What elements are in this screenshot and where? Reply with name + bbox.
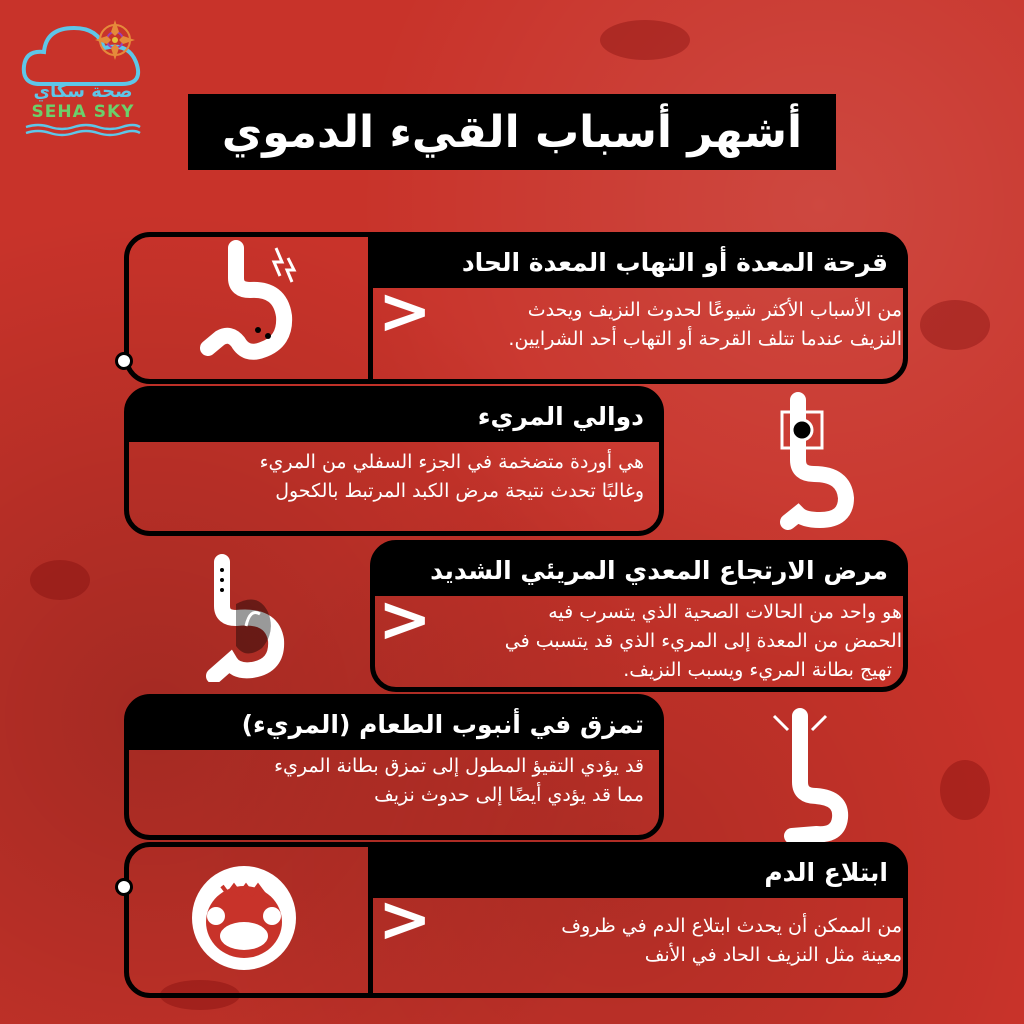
acid-reflux-icon <box>180 552 310 682</box>
chevron-icon: > <box>378 583 432 657</box>
cause-heading-3: مرض الارتجاع المعدي المريئي الشديد <box>374 544 904 596</box>
cause-line: قد يؤدي التقيؤ المطول إلى تمزق بطانة المريء <box>274 755 644 777</box>
cause-line: من الممكن أن يحدث ابتلاع الدم في ظروف <box>561 915 902 937</box>
stomach-pain-icon <box>180 238 310 368</box>
brand-english: SEHA SKY <box>31 102 135 122</box>
cause-line: النزيف عندما تتلف القرحة أو التهاب أحد الشرايين. <box>508 328 902 350</box>
cause-line: من الأسباب الأكثر شيوعًا لحدوث النزيف ويحدث <box>527 299 902 321</box>
cause-heading-4: تمزق في أنبوب الطعام (المريء) <box>128 698 660 750</box>
cause-line: هي أوردة متضخمة في الجزء السفلي من المريء <box>259 451 644 473</box>
cause-heading-2: دوالي المريء <box>128 390 660 442</box>
brand-arabic: صحة سكاي <box>33 81 133 102</box>
cause-line: معينة مثل النزيف الحاد في الأنف <box>644 944 902 966</box>
esophagus-virus-icon <box>760 390 870 530</box>
cause-heading-5: ابتلاع الدم <box>372 846 904 898</box>
open-mouth-icon <box>186 860 302 976</box>
wave-icon <box>18 123 148 137</box>
bullet-dot <box>115 352 133 370</box>
cause-line: تهيج بطانة المريء ويسبب النزيف. <box>623 659 892 681</box>
cloud-icon <box>18 10 148 90</box>
cause-line: وغالبًا تحدث نتيجة مرض الكبد المرتبط بالكحول <box>275 480 644 502</box>
cause-line: مما قد يؤدي أيضًا إلى حدوث نزيف <box>374 784 644 806</box>
chevron-icon: > <box>378 883 432 957</box>
chevron-icon: > <box>378 275 432 349</box>
brand-logo <box>18 10 148 145</box>
bullet-dot <box>115 878 133 896</box>
cause-line: هو واحد من الحالات الصحية الذي يتسرب فيه <box>548 601 902 623</box>
cause-line: الحمض من المعدة إلى المريء الذي قد يتسبب في <box>504 630 902 652</box>
page-title-box <box>188 94 836 170</box>
cause-heading-1: قرحة المعدة أو التهاب المعدة الحاد <box>372 236 904 288</box>
page-title: أشهر أسباب القيء الدموي <box>221 106 803 158</box>
esophagus-tear-icon <box>760 706 860 842</box>
